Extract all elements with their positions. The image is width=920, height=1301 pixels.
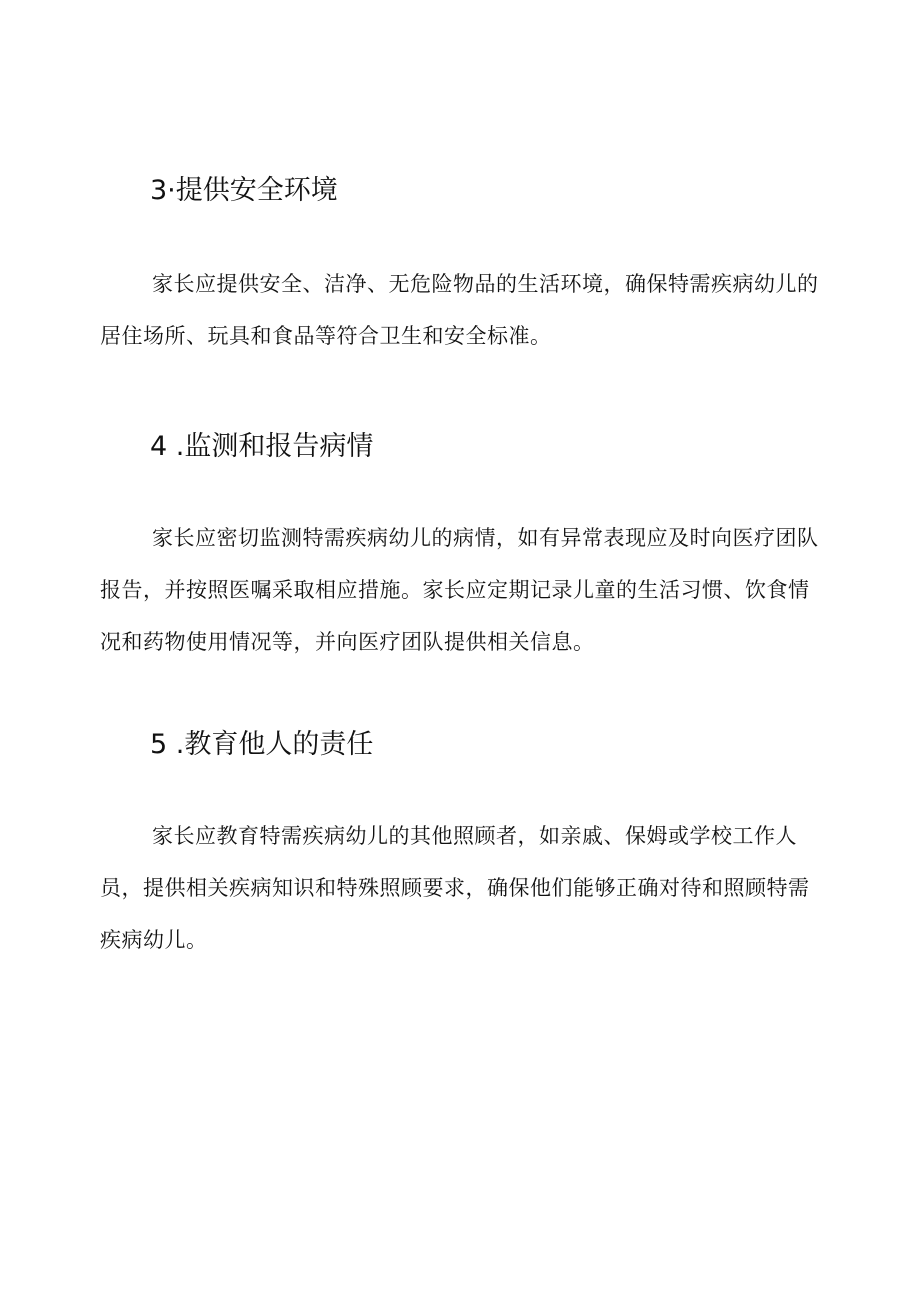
- section-heading-5: 5 .教育他人的责任: [150, 729, 374, 760]
- section-heading-4: 4 .监测和报告病情: [150, 431, 374, 462]
- section-heading-3: 3·提供安全环境: [150, 175, 338, 206]
- section-paragraph-5: 家长应教育特需疾病幼儿的其他照顾者，如亲戚、保姆或学校工作人员，提供相关疾病知识和特殊照顾要求，确保他们能够正确对待和照顾特需疾病幼儿。: [100, 824, 810, 952]
- section-paragraph-4: 家长应密切监测特需疾病幼儿的病情，如有异常表现应及时向医疗团队报告，并按照医嘱采取相应措施。家长应定期记录儿童的生活习惯、饮食情况和药物使用情况等，并向医疗团队提供相关信息。: [100, 526, 819, 654]
- section-paragraph-3: 家长应提供安全、洁净、无危险物品的生活环境，确保特需疾病幼儿的居住场所、玩具和食品等符合卫生和安全标准。: [100, 272, 819, 348]
